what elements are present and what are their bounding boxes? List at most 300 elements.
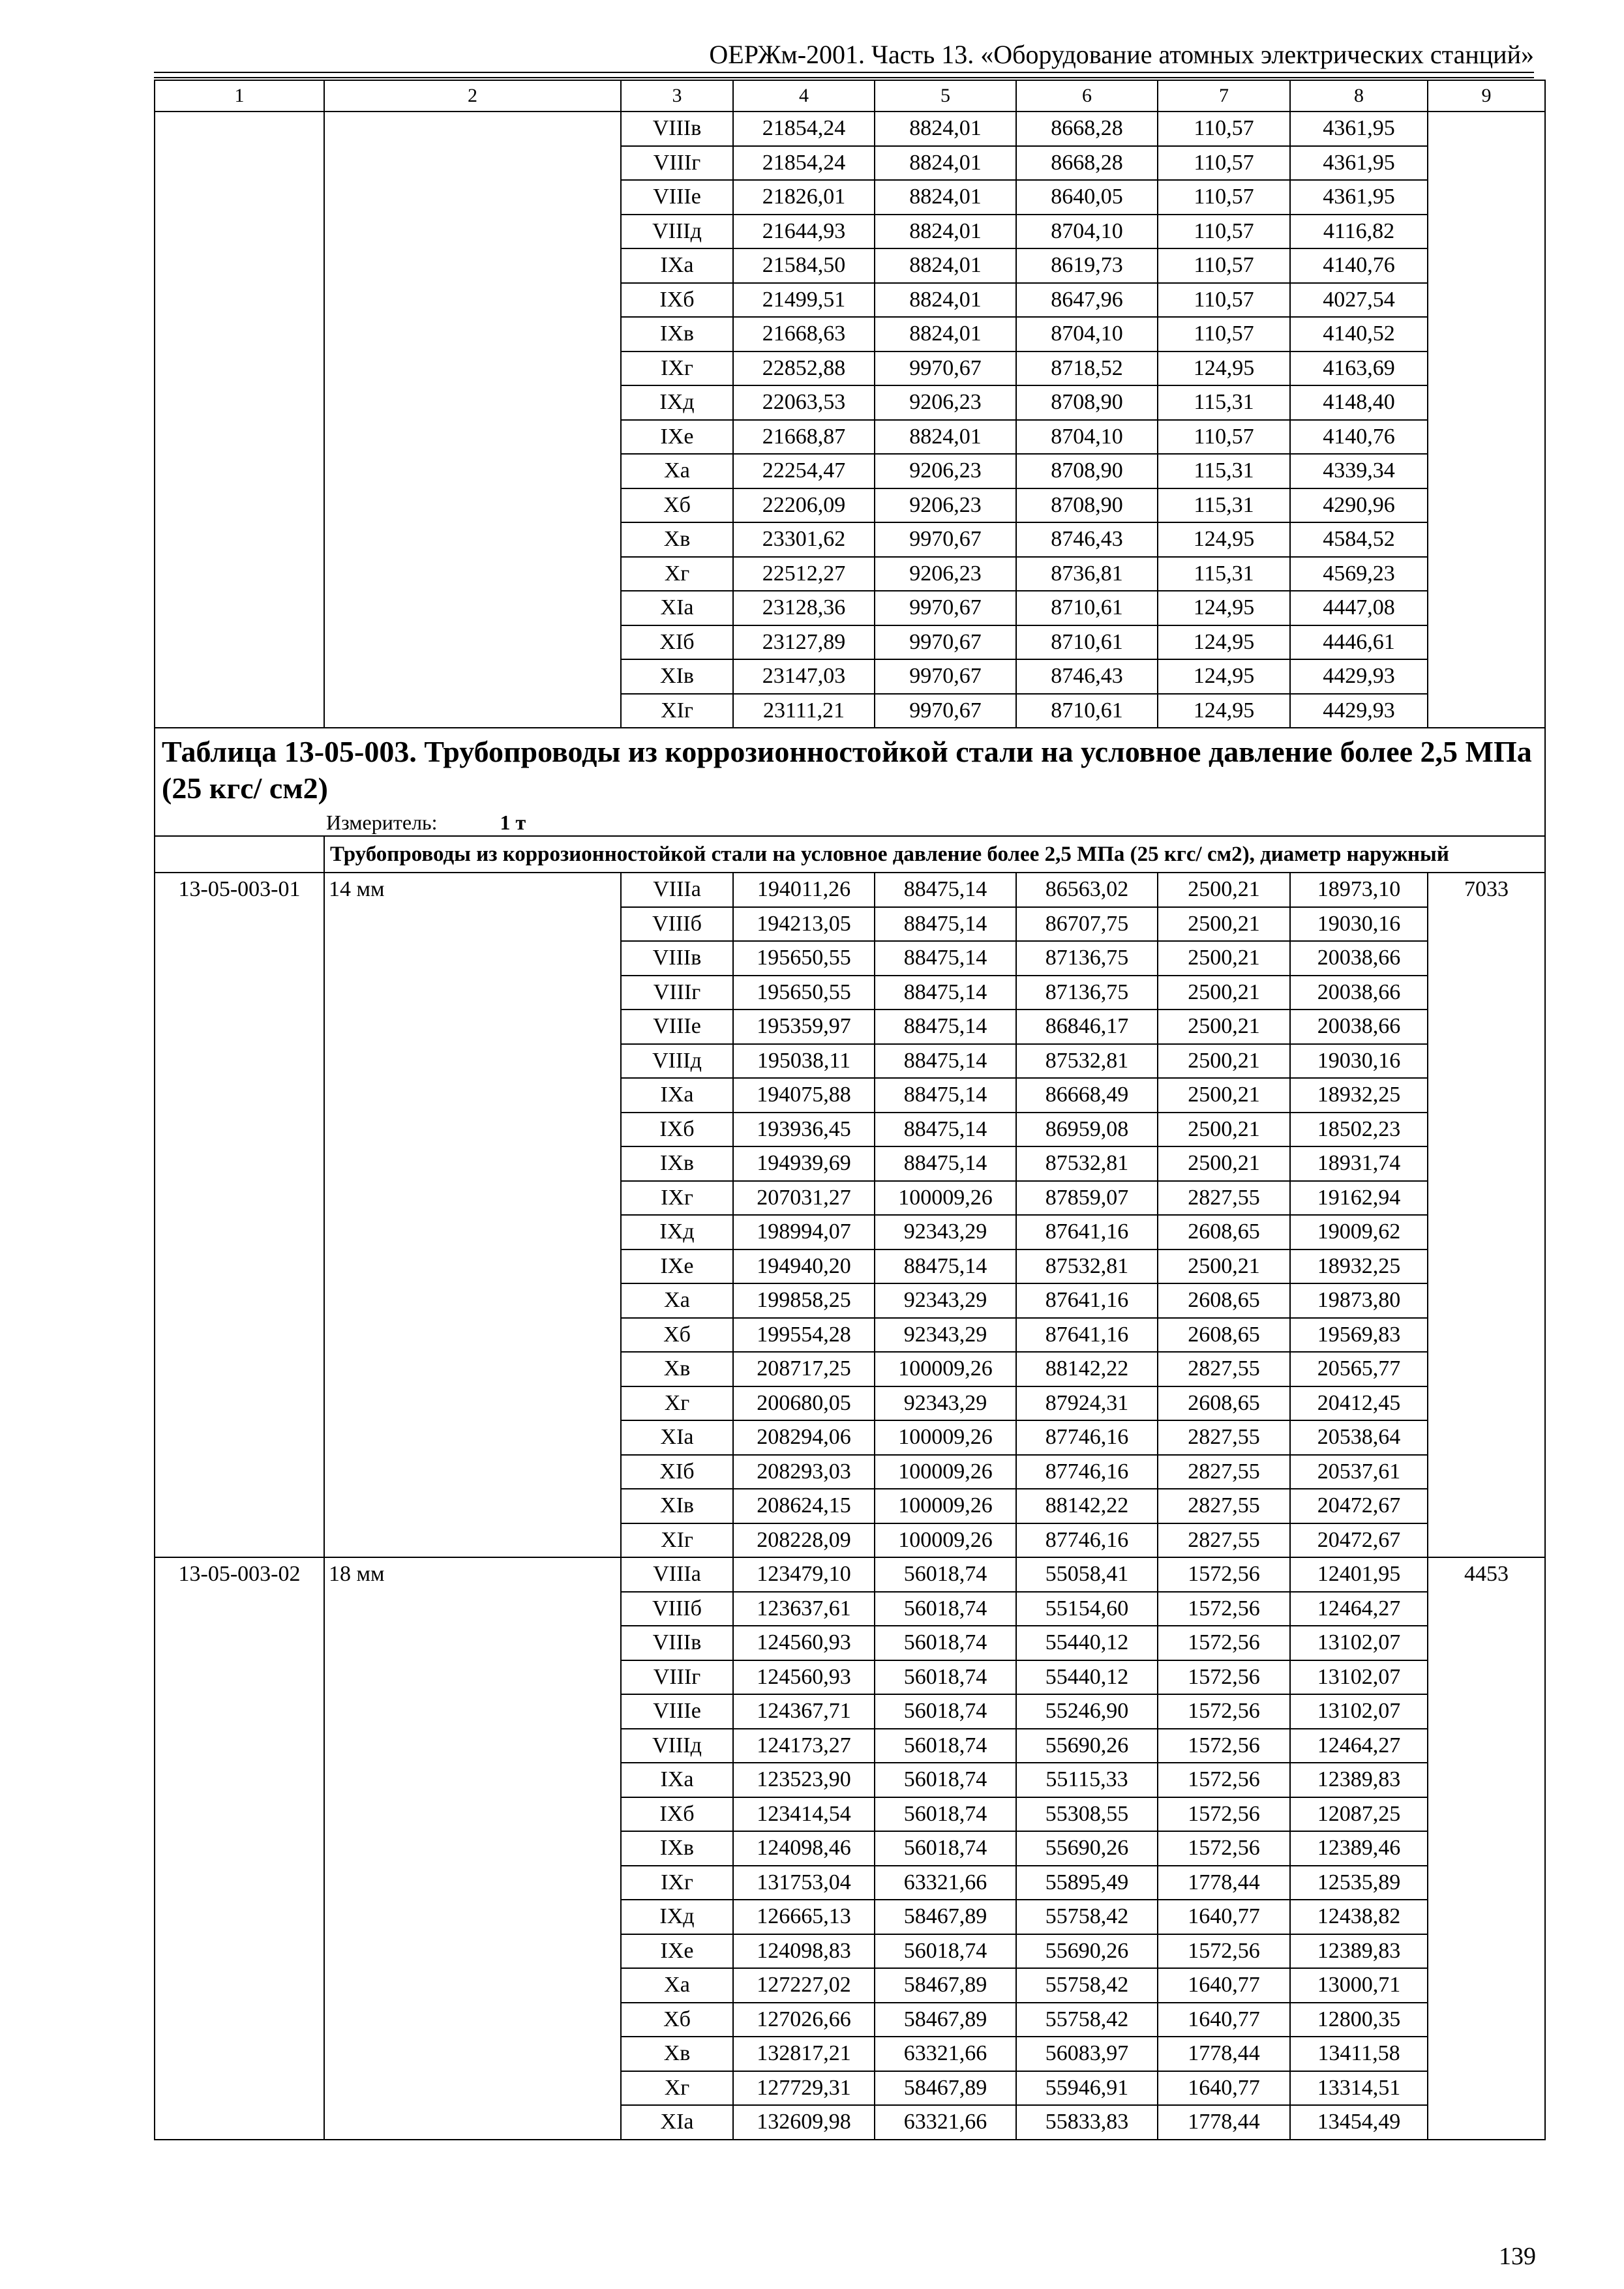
table-cell: IXб xyxy=(621,1797,733,1832)
table-cell: 194011,26 xyxy=(733,873,875,907)
table-cell: 12535,89 xyxy=(1290,1866,1428,1900)
table-cell: 4446,61 xyxy=(1290,625,1428,660)
table-cell: 92343,29 xyxy=(875,1318,1016,1353)
table-cell: 13102,07 xyxy=(1290,1626,1428,1660)
table-cell: 88475,14 xyxy=(875,1010,1016,1044)
column-number-cell: 3 xyxy=(621,80,733,112)
item-code: 13-05-003-02 xyxy=(155,1557,324,2140)
table-cell: 87746,16 xyxy=(1016,1420,1158,1455)
table-cell: 18931,74 xyxy=(1290,1146,1428,1181)
table-cell: Xа xyxy=(621,454,733,488)
table-cell: 19162,94 xyxy=(1290,1181,1428,1216)
table-cell: 55440,12 xyxy=(1016,1626,1158,1660)
table-cell: 88475,14 xyxy=(875,1146,1016,1181)
table-cell: 21499,51 xyxy=(733,283,875,318)
table-cell: 22063,53 xyxy=(733,385,875,420)
table-cell: 87746,16 xyxy=(1016,1455,1158,1489)
table-cell: 100009,26 xyxy=(875,1523,1016,1558)
table-cell: 63321,66 xyxy=(875,1866,1016,1900)
table-cell: 4429,93 xyxy=(1290,659,1428,694)
table-cell: 55946,91 xyxy=(1016,2071,1158,2106)
table-cell: XIа xyxy=(621,1420,733,1455)
table-cell: 20038,66 xyxy=(1290,941,1428,976)
table-cell: IXв xyxy=(621,1831,733,1866)
table-cell: 2500,21 xyxy=(1158,1010,1290,1044)
table-cell: XIб xyxy=(621,625,733,660)
table-cell: 86563,02 xyxy=(1016,873,1158,907)
table-cell: IXе xyxy=(621,420,733,455)
table-cell: 19873,80 xyxy=(1290,1283,1428,1318)
item-col9-value: 7033 xyxy=(1428,873,1545,1557)
table-cell: 55758,42 xyxy=(1016,1900,1158,1934)
table-cell: 56018,74 xyxy=(875,1694,1016,1729)
table-cell: 4290,96 xyxy=(1290,488,1428,523)
table-cell: VIIIа xyxy=(621,873,733,907)
table-cell: Xб xyxy=(621,488,733,523)
column-number-cell: 8 xyxy=(1290,80,1428,112)
estimate-table xyxy=(154,80,1546,2140)
table-cell: 127026,66 xyxy=(733,2003,875,2037)
item-code: 13-05-003-01 xyxy=(155,873,324,1557)
table-cell: 1572,56 xyxy=(1158,1934,1290,1969)
table-cell: 4361,95 xyxy=(1290,146,1428,181)
table-cell: 2500,21 xyxy=(1158,976,1290,1010)
table-cell: VIIIг xyxy=(621,1660,733,1695)
table-cell: 55690,26 xyxy=(1016,1831,1158,1866)
table-cell: 199554,28 xyxy=(733,1318,875,1353)
table-cell: Xв xyxy=(621,1352,733,1386)
table-cell: 4148,40 xyxy=(1290,385,1428,420)
meter-cell xyxy=(155,809,1545,836)
column-number-row xyxy=(155,80,1545,112)
table-cell: IXа xyxy=(621,248,733,283)
table-cell: 2608,65 xyxy=(1158,1318,1290,1353)
table-cell: 88475,14 xyxy=(875,873,1016,907)
meter xyxy=(155,809,1544,835)
table-cell: 12389,83 xyxy=(1290,1763,1428,1797)
table-cell: 126665,13 xyxy=(733,1900,875,1934)
table-cell: 208294,06 xyxy=(733,1420,875,1455)
header-rule-double xyxy=(154,77,1534,78)
table-cell: 8824,01 xyxy=(875,283,1016,318)
table-cell: 4339,34 xyxy=(1290,454,1428,488)
table-cell: 88475,14 xyxy=(875,1044,1016,1079)
table-cell: 8824,01 xyxy=(875,420,1016,455)
column-number-cell: 6 xyxy=(1016,80,1158,112)
table-cell: XIг xyxy=(621,1523,733,1558)
table-cell: 55058,41 xyxy=(1016,1557,1158,1592)
table-cell: 87859,07 xyxy=(1016,1181,1158,1216)
table-cell: 55246,90 xyxy=(1016,1694,1158,1729)
table-cell: 9970,67 xyxy=(875,625,1016,660)
table-cell: 21668,87 xyxy=(733,420,875,455)
table-cell: 195650,55 xyxy=(733,941,875,976)
empty-cell xyxy=(155,836,324,873)
table-cell: IXе xyxy=(621,1249,733,1284)
table-cell: 110,57 xyxy=(1158,283,1290,318)
table-cell: 88475,14 xyxy=(875,1249,1016,1284)
table-cell: 8704,10 xyxy=(1016,420,1158,455)
table-title: Таблица 13-05-003. Трубопроводы из коррозионностойкой стали на условное давление более 2,5 МПа (25 кгс/ см2) xyxy=(155,728,1545,809)
table-cell: 1572,56 xyxy=(1158,1763,1290,1797)
table-cell: 56018,74 xyxy=(875,1797,1016,1832)
table-cell: 8718,52 xyxy=(1016,352,1158,386)
table-cell: VIIIг xyxy=(621,976,733,1010)
column-number-cell: 2 xyxy=(324,80,621,112)
table-cell: 1778,44 xyxy=(1158,2037,1290,2071)
table-cell: 124173,27 xyxy=(733,1729,875,1763)
table-cell: IXг xyxy=(621,1866,733,1900)
table-cell: 22254,47 xyxy=(733,454,875,488)
table-cell: 8647,96 xyxy=(1016,283,1158,318)
table-cell: 208717,25 xyxy=(733,1352,875,1386)
table-cell: VIIIб xyxy=(621,1592,733,1626)
table-cell: 55758,42 xyxy=(1016,2003,1158,2037)
table-cell: 9970,67 xyxy=(875,352,1016,386)
table-cell: VIIIд xyxy=(621,1729,733,1763)
table-cell: 20412,45 xyxy=(1290,1386,1428,1421)
table-cell: 2500,21 xyxy=(1158,1078,1290,1113)
table-cell: XIв xyxy=(621,659,733,694)
table-cell: 63321,66 xyxy=(875,2105,1016,2140)
header-rule xyxy=(154,72,1534,73)
table-cell: 8668,28 xyxy=(1016,146,1158,181)
table-cell: 58467,89 xyxy=(875,2003,1016,2037)
table-cell: IXа xyxy=(621,1763,733,1797)
table-cell: 195650,55 xyxy=(733,976,875,1010)
table-cell: 2500,21 xyxy=(1158,1249,1290,1284)
table-cell: 1572,56 xyxy=(1158,1557,1290,1592)
table-cell: 4447,08 xyxy=(1290,591,1428,625)
table-cell: 123479,10 xyxy=(733,1557,875,1592)
table-cell: 1572,56 xyxy=(1158,1694,1290,1729)
table-cell: 22206,09 xyxy=(733,488,875,523)
table-cell: Xа xyxy=(621,1283,733,1318)
table-cell: 127227,02 xyxy=(733,1968,875,2003)
table-cell: 2500,21 xyxy=(1158,1044,1290,1079)
table-cell: 58467,89 xyxy=(875,1968,1016,2003)
table-cell: 1572,56 xyxy=(1158,1797,1290,1832)
table-cell: 56018,74 xyxy=(875,1557,1016,1592)
table-cell: 2500,21 xyxy=(1158,873,1290,907)
table-cell: 92343,29 xyxy=(875,1386,1016,1421)
table-cell: 208228,09 xyxy=(733,1523,875,1558)
table-cell: 8824,01 xyxy=(875,112,1016,146)
table-cell: 9206,23 xyxy=(875,488,1016,523)
table-cell: Xб xyxy=(621,1318,733,1353)
table-cell: VIIIв xyxy=(621,941,733,976)
table-cell: 110,57 xyxy=(1158,215,1290,249)
table-cell: 132817,21 xyxy=(733,2037,875,2071)
table-cell: 88142,22 xyxy=(1016,1489,1158,1523)
table-cell: 56018,74 xyxy=(875,1729,1016,1763)
table-cell: 195038,11 xyxy=(733,1044,875,1079)
table-cell: 1778,44 xyxy=(1158,2105,1290,2140)
table-cell: 87746,16 xyxy=(1016,1523,1158,1558)
table-cell: 195359,97 xyxy=(733,1010,875,1044)
table-cell: 12800,35 xyxy=(1290,2003,1428,2037)
table-cell: 55115,33 xyxy=(1016,1763,1158,1797)
table-cell: 88475,14 xyxy=(875,1113,1016,1147)
table-cell: 2608,65 xyxy=(1158,1386,1290,1421)
table-cell: XIа xyxy=(621,2105,733,2140)
table-cell: 124560,93 xyxy=(733,1626,875,1660)
table-cell: 194213,05 xyxy=(733,907,875,942)
item-col9-value: 4453 xyxy=(1428,1557,1545,2140)
table-cell: 87136,75 xyxy=(1016,941,1158,976)
table-cell: 4140,76 xyxy=(1290,420,1428,455)
table-cell: 4361,95 xyxy=(1290,112,1428,146)
table-cell: 20537,61 xyxy=(1290,1455,1428,1489)
table-cell: IXг xyxy=(621,352,733,386)
table-cell: 127729,31 xyxy=(733,2071,875,2106)
table-cell: 55690,26 xyxy=(1016,1934,1158,1969)
table-cell: IXа xyxy=(621,1078,733,1113)
table-cell: 208293,03 xyxy=(733,1455,875,1489)
table-cell: 8710,61 xyxy=(1016,625,1158,660)
table-cell: 1572,56 xyxy=(1158,1831,1290,1866)
table-cell: IXб xyxy=(621,283,733,318)
table-cell: 56018,74 xyxy=(875,1934,1016,1969)
table-cell: 55758,42 xyxy=(1016,1968,1158,2003)
table-cell: Xв xyxy=(621,522,733,557)
table-cell: 13411,58 xyxy=(1290,2037,1428,2071)
table-cell: IXд xyxy=(621,1900,733,1934)
table-cell: Xа xyxy=(621,1968,733,2003)
running-header: ОЕРЖм-2001. Часть 13. «Оборудование атомных электрических станций» xyxy=(709,40,1534,69)
table-cell: XIв xyxy=(621,1489,733,1523)
table-cell: 100009,26 xyxy=(875,1455,1016,1489)
table-cell: 124560,93 xyxy=(733,1660,875,1695)
table-cell: 87136,75 xyxy=(1016,976,1158,1010)
table-cell: 4569,23 xyxy=(1290,557,1428,591)
table-cell: VIIIд xyxy=(621,1044,733,1079)
table-cell: 110,57 xyxy=(1158,112,1290,146)
table-cell: 19030,16 xyxy=(1290,1044,1428,1079)
table-cell: 55154,60 xyxy=(1016,1592,1158,1626)
table-cell: 9970,67 xyxy=(875,522,1016,557)
table-cell: 8824,01 xyxy=(875,215,1016,249)
table-cell: 2827,55 xyxy=(1158,1489,1290,1523)
table-cell: 13000,71 xyxy=(1290,1968,1428,2003)
table-cell: 123523,90 xyxy=(733,1763,875,1797)
table-cell: 19009,62 xyxy=(1290,1215,1428,1249)
table-cell: 18502,23 xyxy=(1290,1113,1428,1147)
table-cell: 2500,21 xyxy=(1158,941,1290,976)
table-cell: 9206,23 xyxy=(875,454,1016,488)
table-cell: 131753,04 xyxy=(733,1866,875,1900)
table-cell: 2500,21 xyxy=(1158,907,1290,942)
table-cell: IXб xyxy=(621,1113,733,1147)
item-name: 14 мм xyxy=(324,873,621,1557)
table-cell: 55440,12 xyxy=(1016,1660,1158,1695)
table-cell: 8710,61 xyxy=(1016,591,1158,625)
table-cell: 87532,81 xyxy=(1016,1146,1158,1181)
table-cell: 124,95 xyxy=(1158,522,1290,557)
table-cell: 22852,88 xyxy=(733,352,875,386)
table-cell: 20038,66 xyxy=(1290,976,1428,1010)
table-cell: 2608,65 xyxy=(1158,1215,1290,1249)
table-cell: 110,57 xyxy=(1158,180,1290,215)
table-row xyxy=(155,873,1545,907)
section-subtitle: Трубопроводы из коррозионностойкой стали на условное давление более 2,5 МПа (25 кгс/ см2), диаметр наружный xyxy=(324,836,1545,873)
table-cell: 13314,51 xyxy=(1290,2071,1428,2106)
table-cell: 2827,55 xyxy=(1158,1420,1290,1455)
table-cell: 23147,03 xyxy=(733,659,875,694)
table-cell: 8710,61 xyxy=(1016,694,1158,728)
table-cell: 110,57 xyxy=(1158,420,1290,455)
table-cell: 8824,01 xyxy=(875,180,1016,215)
table-cell: 1640,77 xyxy=(1158,1968,1290,2003)
page-number: 139 xyxy=(1499,2243,1536,2270)
table-cell: 198994,07 xyxy=(733,1215,875,1249)
table-cell: 115,31 xyxy=(1158,557,1290,591)
table-cell: 115,31 xyxy=(1158,488,1290,523)
table-cell: 55308,55 xyxy=(1016,1797,1158,1832)
table-cell: IXд xyxy=(621,385,733,420)
table-cell: 8708,90 xyxy=(1016,488,1158,523)
table-cell: 8824,01 xyxy=(875,317,1016,352)
table-cell: 19030,16 xyxy=(1290,907,1428,942)
table-cell: 100009,26 xyxy=(875,1489,1016,1523)
table-cell: Xг xyxy=(621,2071,733,2106)
table-cell: 56018,74 xyxy=(875,1660,1016,1695)
table-row xyxy=(155,1557,1545,1592)
table-cell: 23111,21 xyxy=(733,694,875,728)
table-cell: Xг xyxy=(621,557,733,591)
table-cell: 19569,83 xyxy=(1290,1318,1428,1353)
table-cell: 20472,67 xyxy=(1290,1489,1428,1523)
table-cell: 12389,46 xyxy=(1290,1831,1428,1866)
table-cell: 21644,93 xyxy=(733,215,875,249)
table-cell: 4163,69 xyxy=(1290,352,1428,386)
meter-row xyxy=(155,809,1545,836)
table-cell: 13454,49 xyxy=(1290,2105,1428,2140)
table-cell: 8746,43 xyxy=(1016,659,1158,694)
table-cell: 2500,21 xyxy=(1158,1146,1290,1181)
table-cell: 12438,82 xyxy=(1290,1900,1428,1934)
table-cell: 13102,07 xyxy=(1290,1694,1428,1729)
table-cell: 20538,64 xyxy=(1290,1420,1428,1455)
table-cell: XIг xyxy=(621,694,733,728)
empty-cell xyxy=(155,112,324,728)
table-cell: 18932,25 xyxy=(1290,1249,1428,1284)
table-cell: 1778,44 xyxy=(1158,1866,1290,1900)
table-cell: 2500,21 xyxy=(1158,1113,1290,1147)
table-cell: XIа xyxy=(621,591,733,625)
table-cell: 124,95 xyxy=(1158,659,1290,694)
table-cell: 12464,27 xyxy=(1290,1729,1428,1763)
table-cell: 55833,83 xyxy=(1016,2105,1158,2140)
table-cell: 1640,77 xyxy=(1158,2071,1290,2106)
table-cell: VIIIе xyxy=(621,180,733,215)
table-cell: 124367,71 xyxy=(733,1694,875,1729)
table-cell: VIIIг xyxy=(621,146,733,181)
table-cell: 124,95 xyxy=(1158,352,1290,386)
table-cell: 1572,56 xyxy=(1158,1729,1290,1763)
table-cell: 124098,46 xyxy=(733,1831,875,1866)
table-cell: 56083,97 xyxy=(1016,2037,1158,2071)
table-cell: 2827,55 xyxy=(1158,1352,1290,1386)
table-cell: 86668,49 xyxy=(1016,1078,1158,1113)
table-cell: 20472,67 xyxy=(1290,1523,1428,1558)
table-cell: 55690,26 xyxy=(1016,1729,1158,1763)
table-cell: 100009,26 xyxy=(875,1181,1016,1216)
table-cell: 8736,81 xyxy=(1016,557,1158,591)
table-cell: 8619,73 xyxy=(1016,248,1158,283)
table-cell: 88475,14 xyxy=(875,907,1016,942)
column-number-cell: 4 xyxy=(733,80,875,112)
table-cell: 9206,23 xyxy=(875,557,1016,591)
table-cell: IXг xyxy=(621,1181,733,1216)
table-cell: 18973,10 xyxy=(1290,873,1428,907)
table-cell: 100009,26 xyxy=(875,1420,1016,1455)
column-number-cell: 1 xyxy=(155,80,324,112)
table-cell: 86959,08 xyxy=(1016,1113,1158,1147)
table-cell: 20565,77 xyxy=(1290,1352,1428,1386)
table-cell: 88142,22 xyxy=(1016,1352,1158,1386)
table-cell: 8746,43 xyxy=(1016,522,1158,557)
table-cell: 8824,01 xyxy=(875,146,1016,181)
table-cell: 8704,10 xyxy=(1016,215,1158,249)
table-cell: 21584,50 xyxy=(733,248,875,283)
table-cell: 58467,89 xyxy=(875,1900,1016,1934)
meter-label: Измеритель: xyxy=(326,811,438,834)
table-cell: 21854,24 xyxy=(733,112,875,146)
table-cell: 4027,54 xyxy=(1290,283,1428,318)
table-cell: 1572,56 xyxy=(1158,1626,1290,1660)
table-cell: 58467,89 xyxy=(875,2071,1016,2106)
table-cell: 124,95 xyxy=(1158,694,1290,728)
table-cell: 88475,14 xyxy=(875,1078,1016,1113)
empty-cell xyxy=(324,112,621,728)
table-cell: Xв xyxy=(621,2037,733,2071)
table-cell: 200680,05 xyxy=(733,1386,875,1421)
table-cell: 2827,55 xyxy=(1158,1181,1290,1216)
table-row xyxy=(155,112,1545,146)
table-cell: 23301,62 xyxy=(733,522,875,557)
table-cell: VIIIе xyxy=(621,1694,733,1729)
table-cell: 9970,67 xyxy=(875,659,1016,694)
table-cell: VIIIа xyxy=(621,1557,733,1592)
empty-cell xyxy=(1428,112,1545,728)
table-cell: 8640,05 xyxy=(1016,180,1158,215)
section-subtitle-row xyxy=(155,836,1545,873)
table-cell: Xг xyxy=(621,1386,733,1421)
table-cell: 8708,90 xyxy=(1016,454,1158,488)
table-cell: 22512,27 xyxy=(733,557,875,591)
table-cell: 18932,25 xyxy=(1290,1078,1428,1113)
table-cell: 87641,16 xyxy=(1016,1215,1158,1249)
table-cell: 21826,01 xyxy=(733,180,875,215)
table-cell: 21854,24 xyxy=(733,146,875,181)
table-cell: 124,95 xyxy=(1158,591,1290,625)
column-number-cell: 5 xyxy=(875,80,1016,112)
table-cell: 207031,27 xyxy=(733,1181,875,1216)
table-cell: 199858,25 xyxy=(733,1283,875,1318)
table-cell: 88475,14 xyxy=(875,941,1016,976)
column-number-cell: 7 xyxy=(1158,80,1290,112)
table-cell: 4429,93 xyxy=(1290,694,1428,728)
table-cell: 56018,74 xyxy=(875,1592,1016,1626)
table-cell: 132609,98 xyxy=(733,2105,875,2140)
table-cell: 63321,66 xyxy=(875,2037,1016,2071)
table-cell: XIб xyxy=(621,1455,733,1489)
table-cell: 4140,76 xyxy=(1290,248,1428,283)
table-cell: IXе xyxy=(621,1934,733,1969)
table-cell: VIIIе xyxy=(621,1010,733,1044)
table-cell: 124,95 xyxy=(1158,625,1290,660)
